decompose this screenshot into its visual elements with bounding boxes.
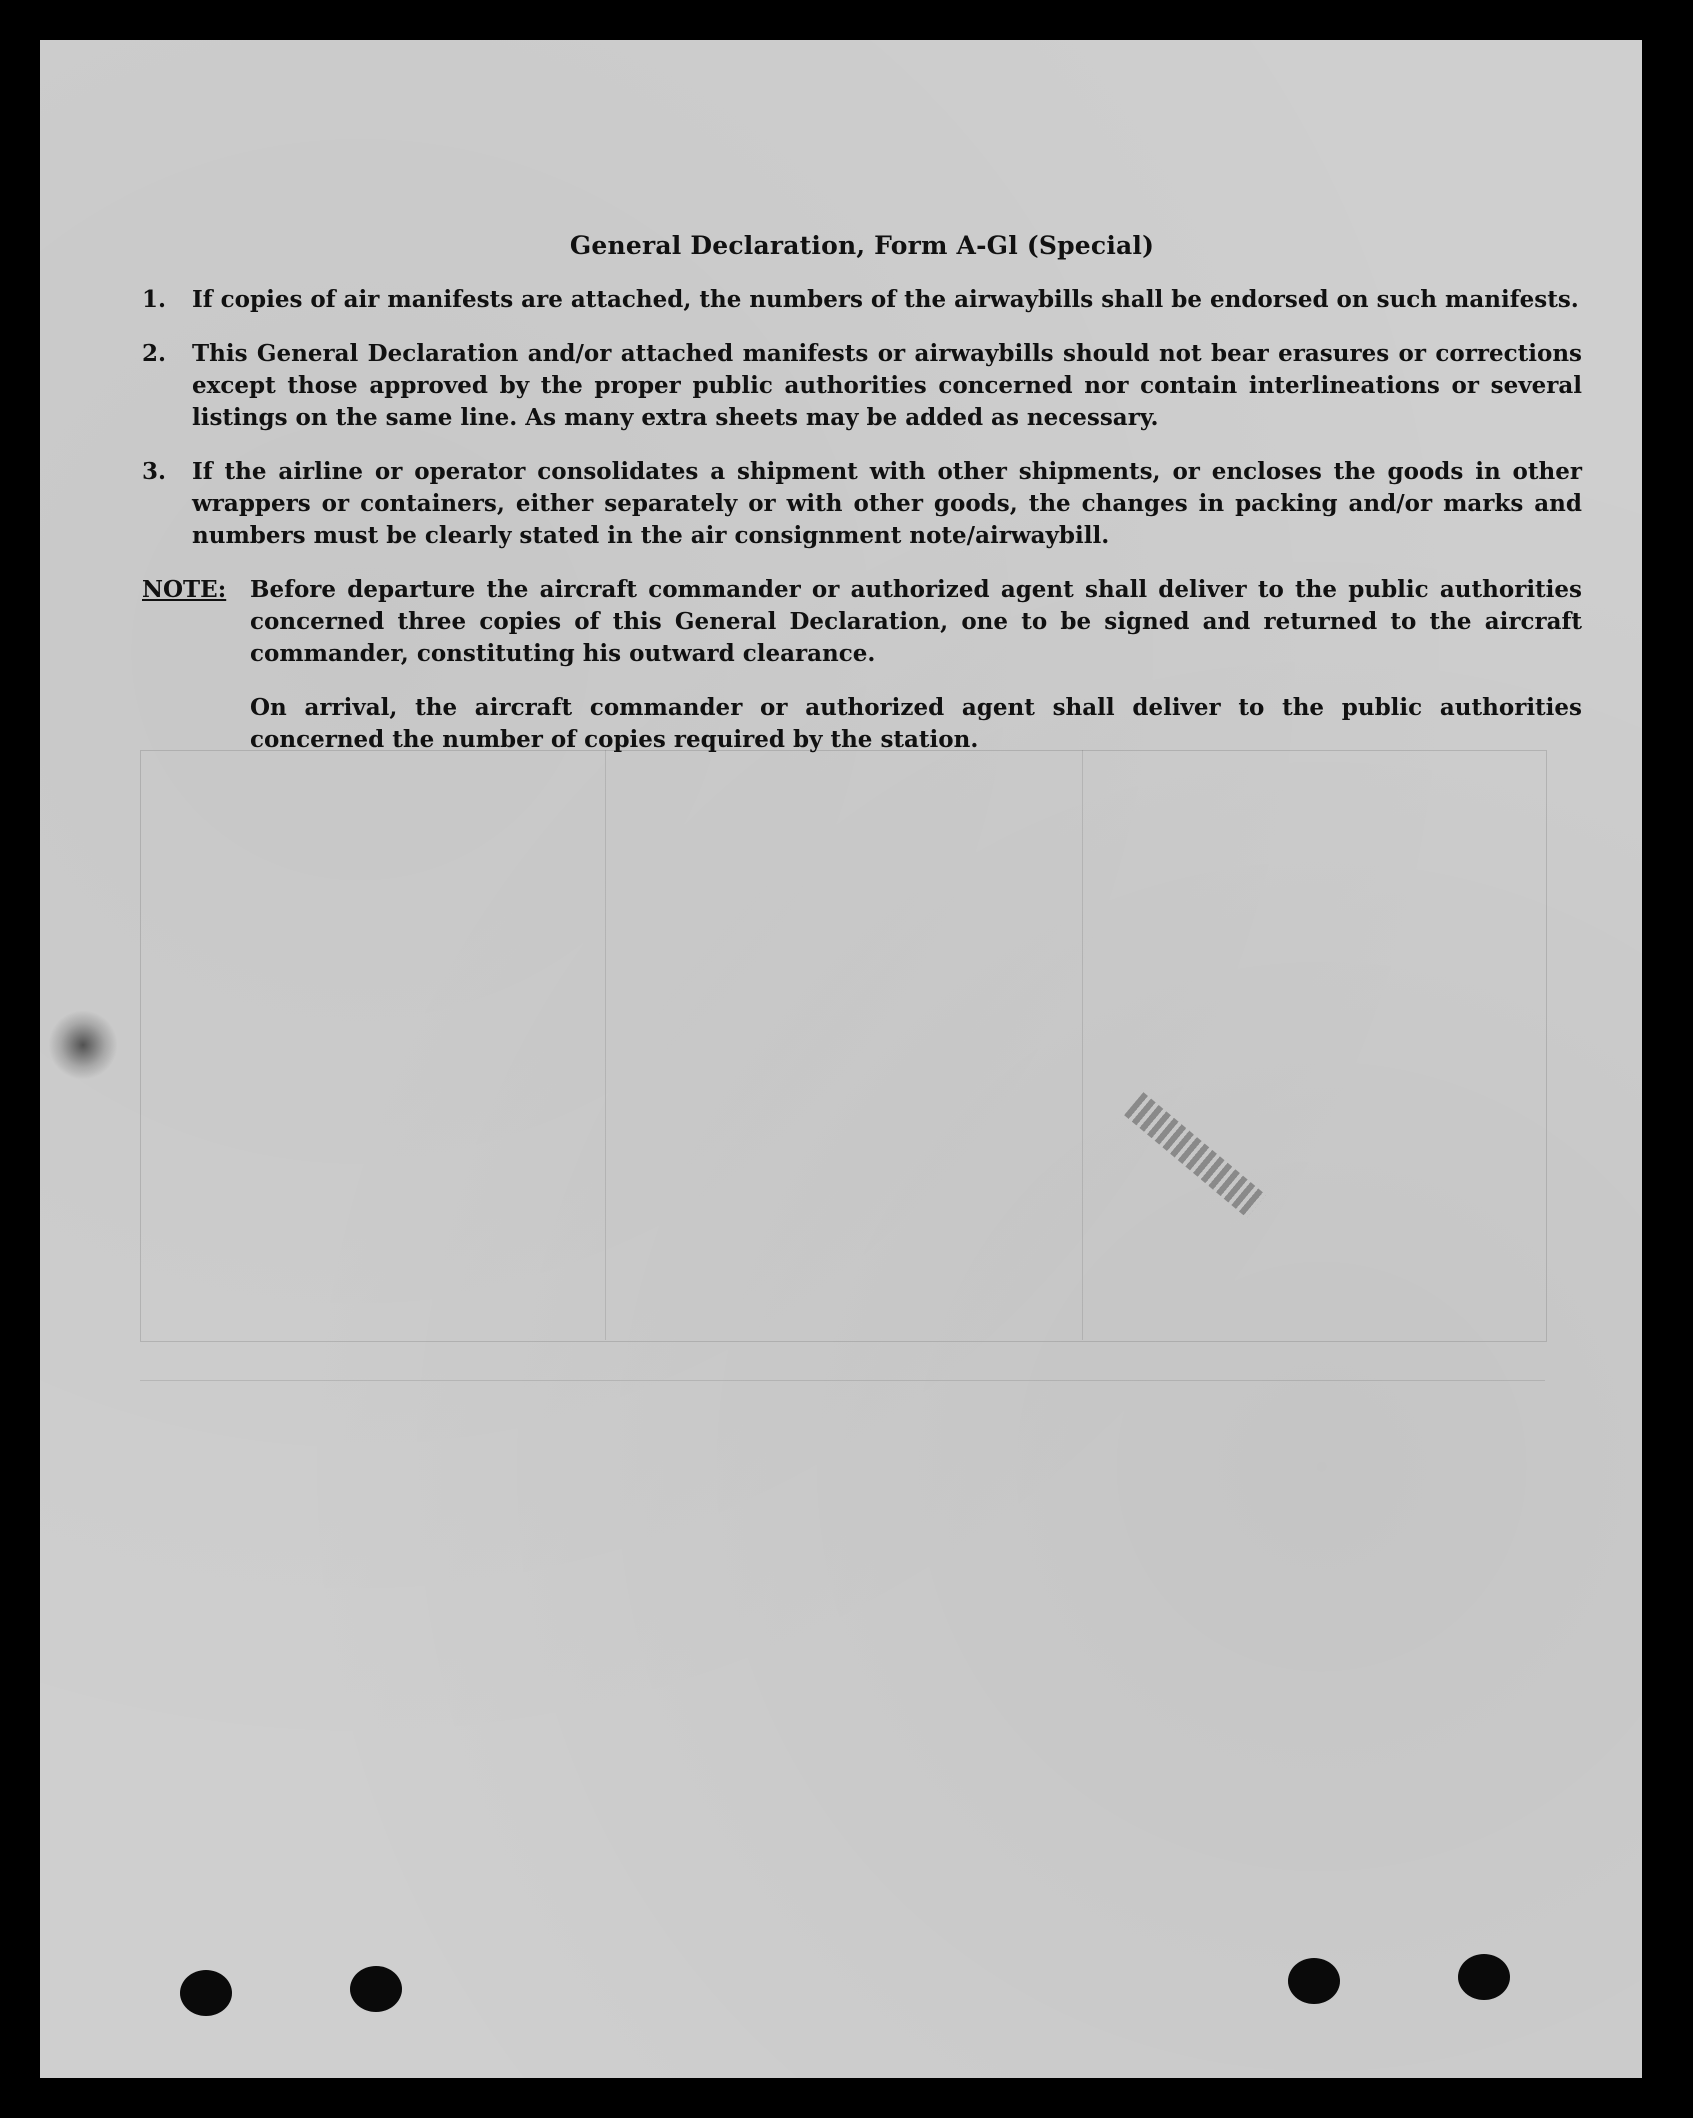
show-through-divider — [605, 750, 606, 1340]
punch-hole — [350, 1966, 402, 2012]
show-through-divider — [140, 1380, 1545, 1381]
note-label: NOTE: — [142, 576, 227, 603]
item-text: If the airline or operator consolidates a shipment with other shipments, or encloses the goods in other wrappers or containers, either separately or with other goods, the changes in packing and/or marks and numbers must be clearly stated in the air consignment note/airwaybill. — [192, 458, 1582, 549]
note-body — [250, 574, 1582, 778]
item-text: This General Declaration and/or attached manifests or airwaybills should not bear erasures or corrections except those approved by the proper public authorities concerned nor contain interlineations or several listings on the same line. As many extra sheets may be added as necessary. — [192, 340, 1582, 431]
instruction-item — [142, 456, 1582, 552]
document-page — [40, 40, 1642, 2078]
instruction-item — [142, 338, 1582, 434]
punch-hole — [1458, 1954, 1510, 2000]
note-paragraph: On arrival, the aircraft commander or authorized agent shall deliver to the public authorities concerned the number of copies required by the station. — [250, 694, 1582, 753]
item-text: If copies of air manifests are attached, the numbers of the airwaybills shall be endorsed on such manifests. — [192, 286, 1579, 313]
punch-hole — [1288, 1958, 1340, 2004]
item-number: 2. — [142, 340, 167, 367]
note-paragraph: Before departure the aircraft commander or authorized agent shall deliver to the public authorities concerned three copies of this General Declaration, one to be signed and returned to the aircraft commander, constituting his outward clearance. — [250, 576, 1582, 667]
show-through-form-box — [140, 750, 1547, 1342]
item-number: 1. — [142, 286, 167, 313]
page-title: General Declaration, Form A-Gl (Special) — [569, 231, 1155, 260]
item-number: 3. — [142, 458, 167, 485]
instructions-text — [142, 230, 1582, 778]
instruction-item — [142, 284, 1582, 316]
note-section — [142, 574, 1582, 778]
show-through-divider — [1082, 750, 1083, 1340]
punch-hole — [180, 1970, 232, 2016]
ink-smudge — [48, 1010, 118, 1080]
